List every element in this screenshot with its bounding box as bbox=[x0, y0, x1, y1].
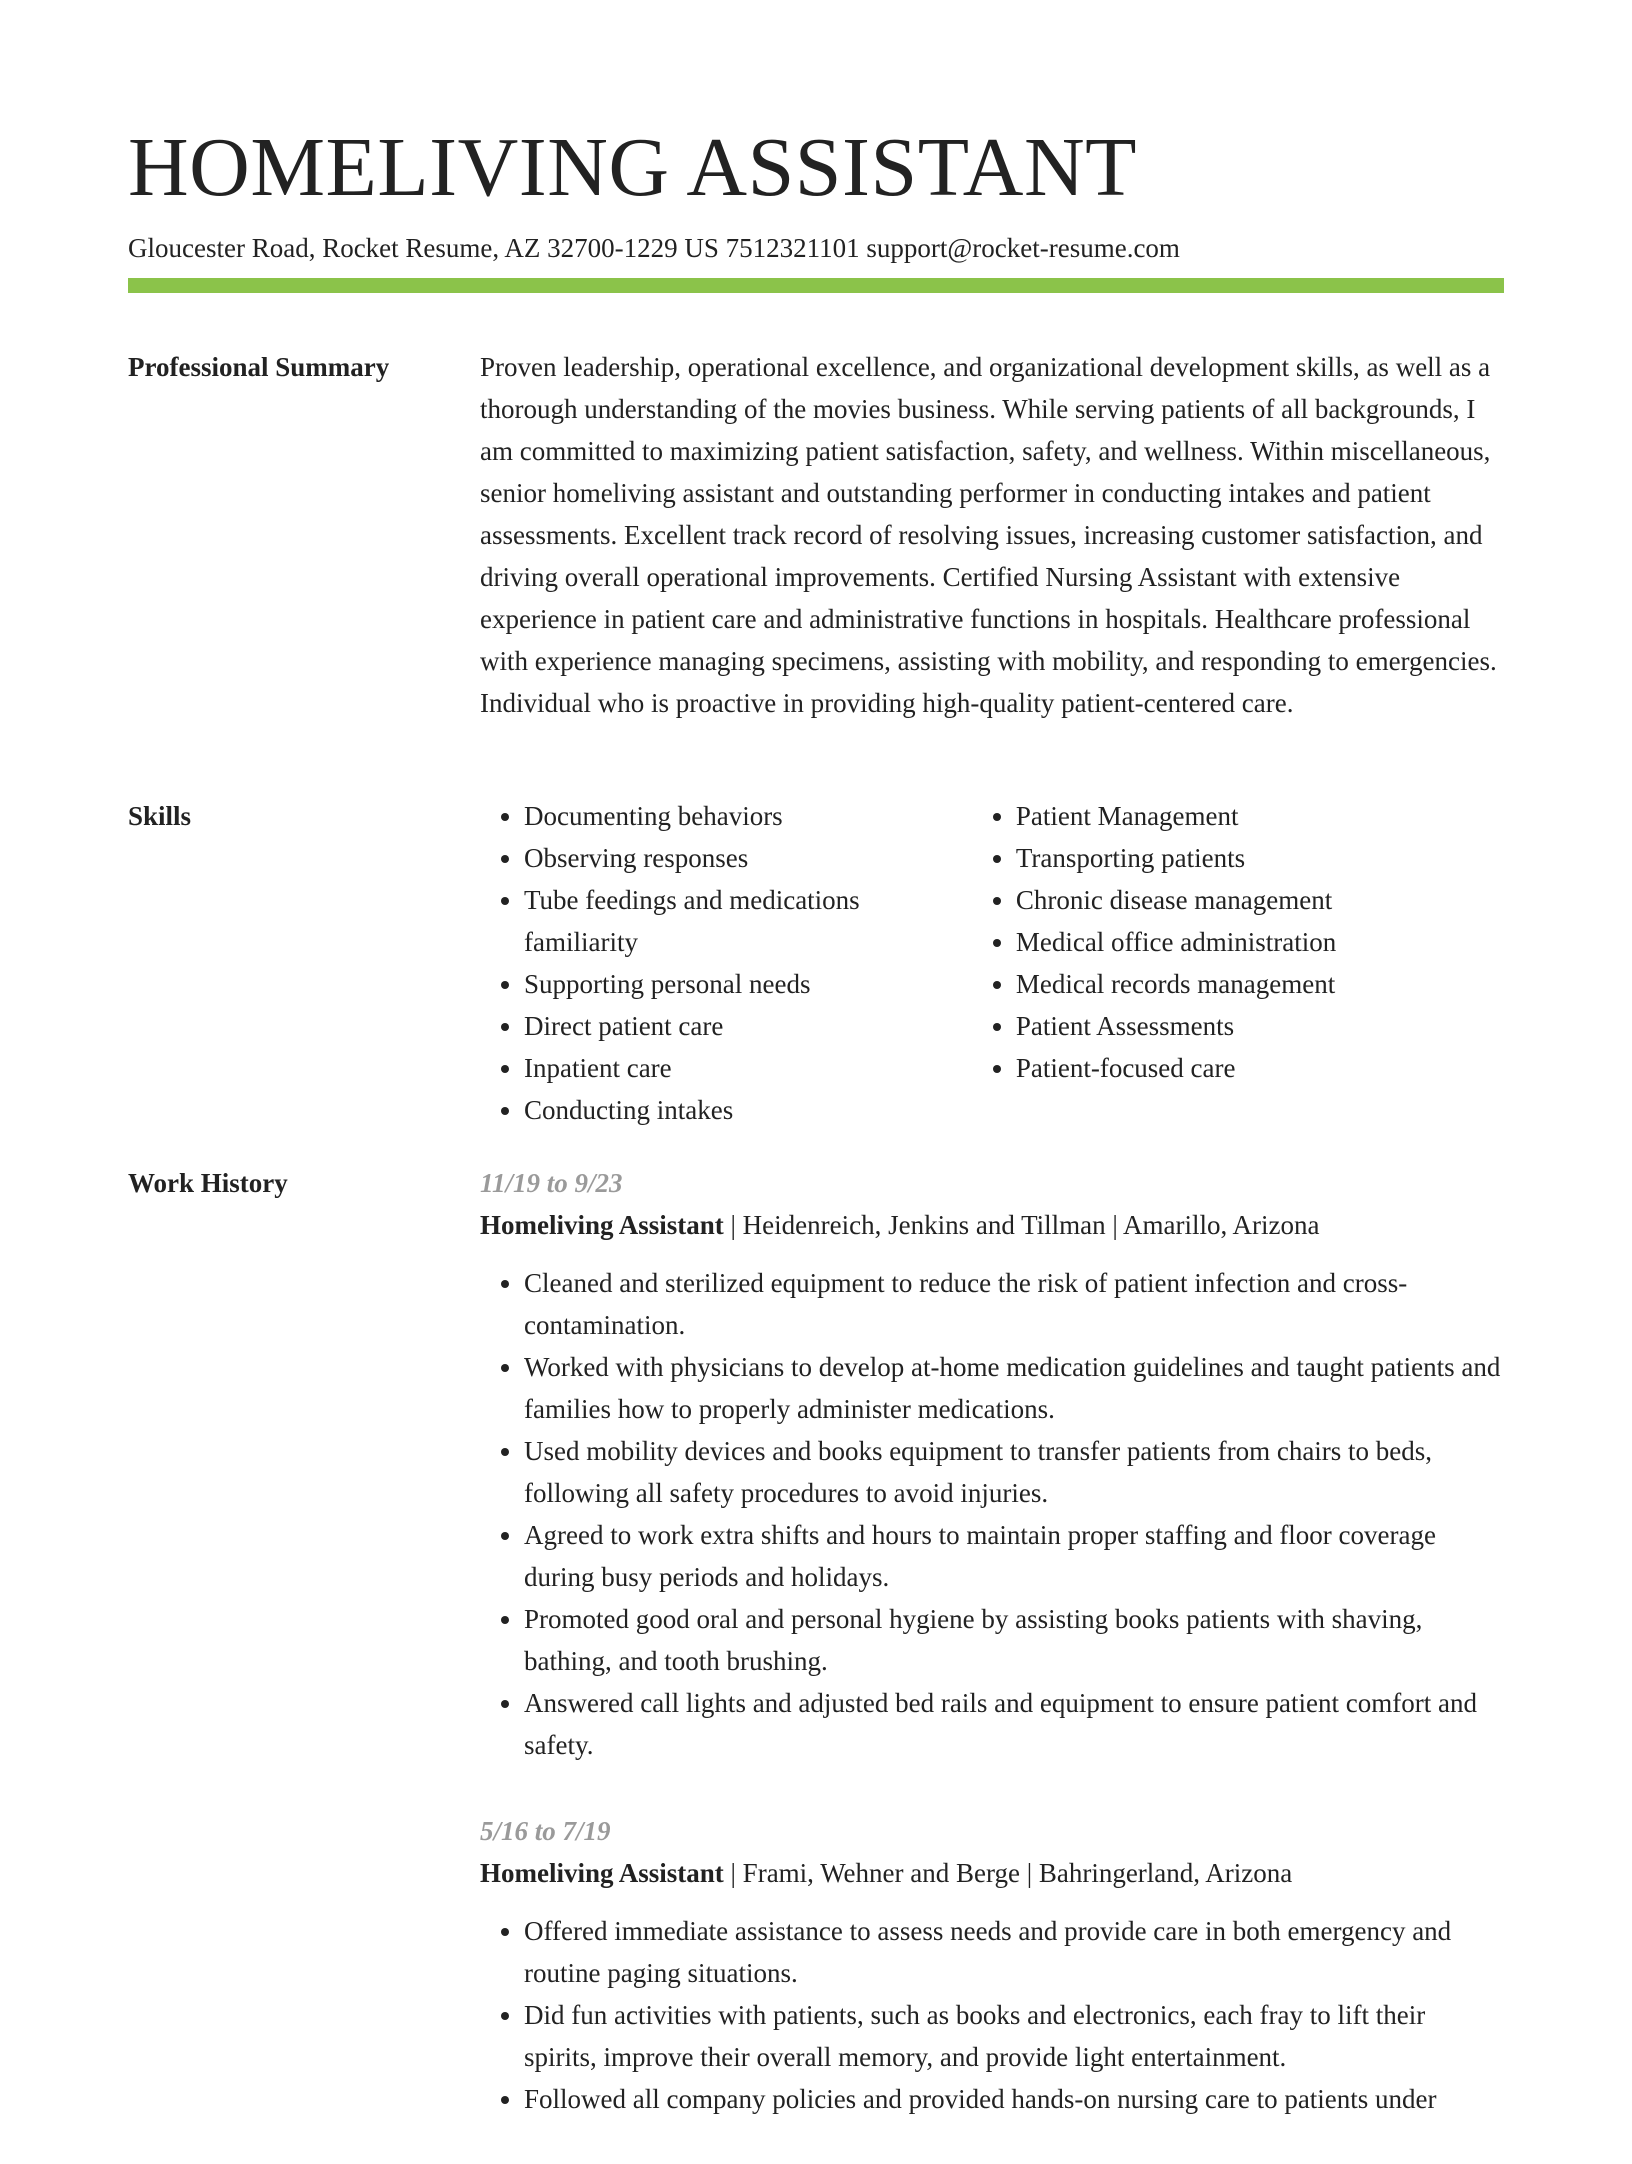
skill-item: • Patient Assessments bbox=[1016, 1005, 1504, 1047]
summary-text: Proven leadership, operational excellence, and organizational development skills, as well as a thorough understanding of the movies business. While serving patients of all backgrounds, I am committed to maximizing patient satisfaction, safety, and wellness. Within miscellaneous, senior homeliving assistant and outstanding performer in conducting intakes and patient assessments. Excellent track record of resolving issues, increasing customer satisfaction, and driving overall operational improvements. Certified Nursing Assistant with extensive experience in patient care and administrative functions in hospitals. Healthcare professional with experience managing specimens, assisting with mobility, and responding to emergencies. Individual who is proactive in providing high-quality patient-centered care. bbox=[480, 352, 1497, 718]
job-bullet: • Promoted good oral and personal hygiene by assisting books patients with shaving, bathing, and tooth brushing. bbox=[524, 1598, 1504, 1682]
skill-item: • Patient-focused care bbox=[1016, 1047, 1504, 1089]
summary-heading: Professional Summary bbox=[128, 352, 390, 382]
job-heading bbox=[480, 1204, 1504, 1246]
job-bullet: • Worked with physicians to develop at-home medication guidelines and taught patients and families how to properly administer medications. bbox=[524, 1346, 1504, 1430]
job-heading bbox=[480, 1852, 1504, 1894]
contact-line: Gloucester Road, Rocket Resume, AZ 32700-1229 US 7512321101 support@rocket-resume.com bbox=[128, 233, 1180, 263]
skills-list-right bbox=[956, 795, 1504, 1131]
skill-item: • Direct patient care bbox=[524, 1005, 956, 1047]
skills-list-left bbox=[480, 795, 956, 1131]
candidate-name: HOMELIVING ASSISTANT bbox=[128, 121, 1137, 214]
job-bullet: • Did fun activities with patients, such as books and electronics, each fray to lift their spirits, improve their overall memory, and provide light entertainment. bbox=[524, 1994, 1504, 2078]
accent-divider bbox=[128, 278, 1504, 293]
job-entry bbox=[480, 1162, 1504, 1766]
job-title: Homeliving Assistant bbox=[480, 1210, 724, 1240]
job-bullet: • Cleaned and sterilized equipment to reduce the risk of patient infection and cross-contamination. bbox=[524, 1262, 1504, 1346]
job-bullet: • Offered immediate assistance to assess needs and provide care in both emergency and routine paging situations. bbox=[524, 1910, 1504, 1994]
resume-header bbox=[128, 118, 1504, 293]
job-bullet: • Used mobility devices and books equipment to transfer patients from chairs to beds, following all safety procedures to avoid injuries. bbox=[524, 1430, 1504, 1514]
skill-item: • Medical office administration bbox=[1016, 921, 1504, 963]
job-dates: 11/19 to 9/23 bbox=[480, 1168, 623, 1198]
skill-item: • Observing responses bbox=[524, 837, 956, 879]
skill-item: • Patient Management bbox=[1016, 795, 1504, 837]
job-dates: 5/16 to 7/19 bbox=[480, 1816, 611, 1846]
job-bullet: • Agreed to work extra shifts and hours to maintain proper staffing and floor coverage during busy periods and holidays. bbox=[524, 1514, 1504, 1598]
job-entry bbox=[480, 1810, 1504, 2120]
skill-item: • Documenting behaviors bbox=[524, 795, 956, 837]
skill-item: • Transporting patients bbox=[1016, 837, 1504, 879]
job-bullet: • Followed all company policies and provided hands-on nursing care to patients under bbox=[524, 2078, 1504, 2120]
job-bullet: • Answered call lights and adjusted bed rails and equipment to ensure patient comfort and safety. bbox=[524, 1682, 1504, 1766]
skill-item: • Medical records management bbox=[1016, 963, 1504, 1005]
job-employer-location: | Frami, Wehner and Berge | Bahringerland, Arizona bbox=[723, 1858, 1293, 1888]
job-employer-location: | Heidenreich, Jenkins and Tillman | Amarillo, Arizona bbox=[723, 1210, 1320, 1240]
job-bullets bbox=[480, 1262, 1504, 1766]
skill-item: • Tube feedings and medications familiarity bbox=[524, 879, 956, 963]
job-bullets bbox=[480, 1910, 1504, 2120]
work-history-heading: Work History bbox=[128, 1168, 288, 1198]
skill-item: • Supporting personal needs bbox=[524, 963, 956, 1005]
skill-item: • Chronic disease management bbox=[1016, 879, 1504, 921]
skills-heading: Skills bbox=[128, 801, 192, 831]
job-title: Homeliving Assistant bbox=[480, 1858, 724, 1888]
skill-item: • Conducting intakes bbox=[524, 1089, 956, 1131]
skill-item: • Inpatient care bbox=[524, 1047, 956, 1089]
